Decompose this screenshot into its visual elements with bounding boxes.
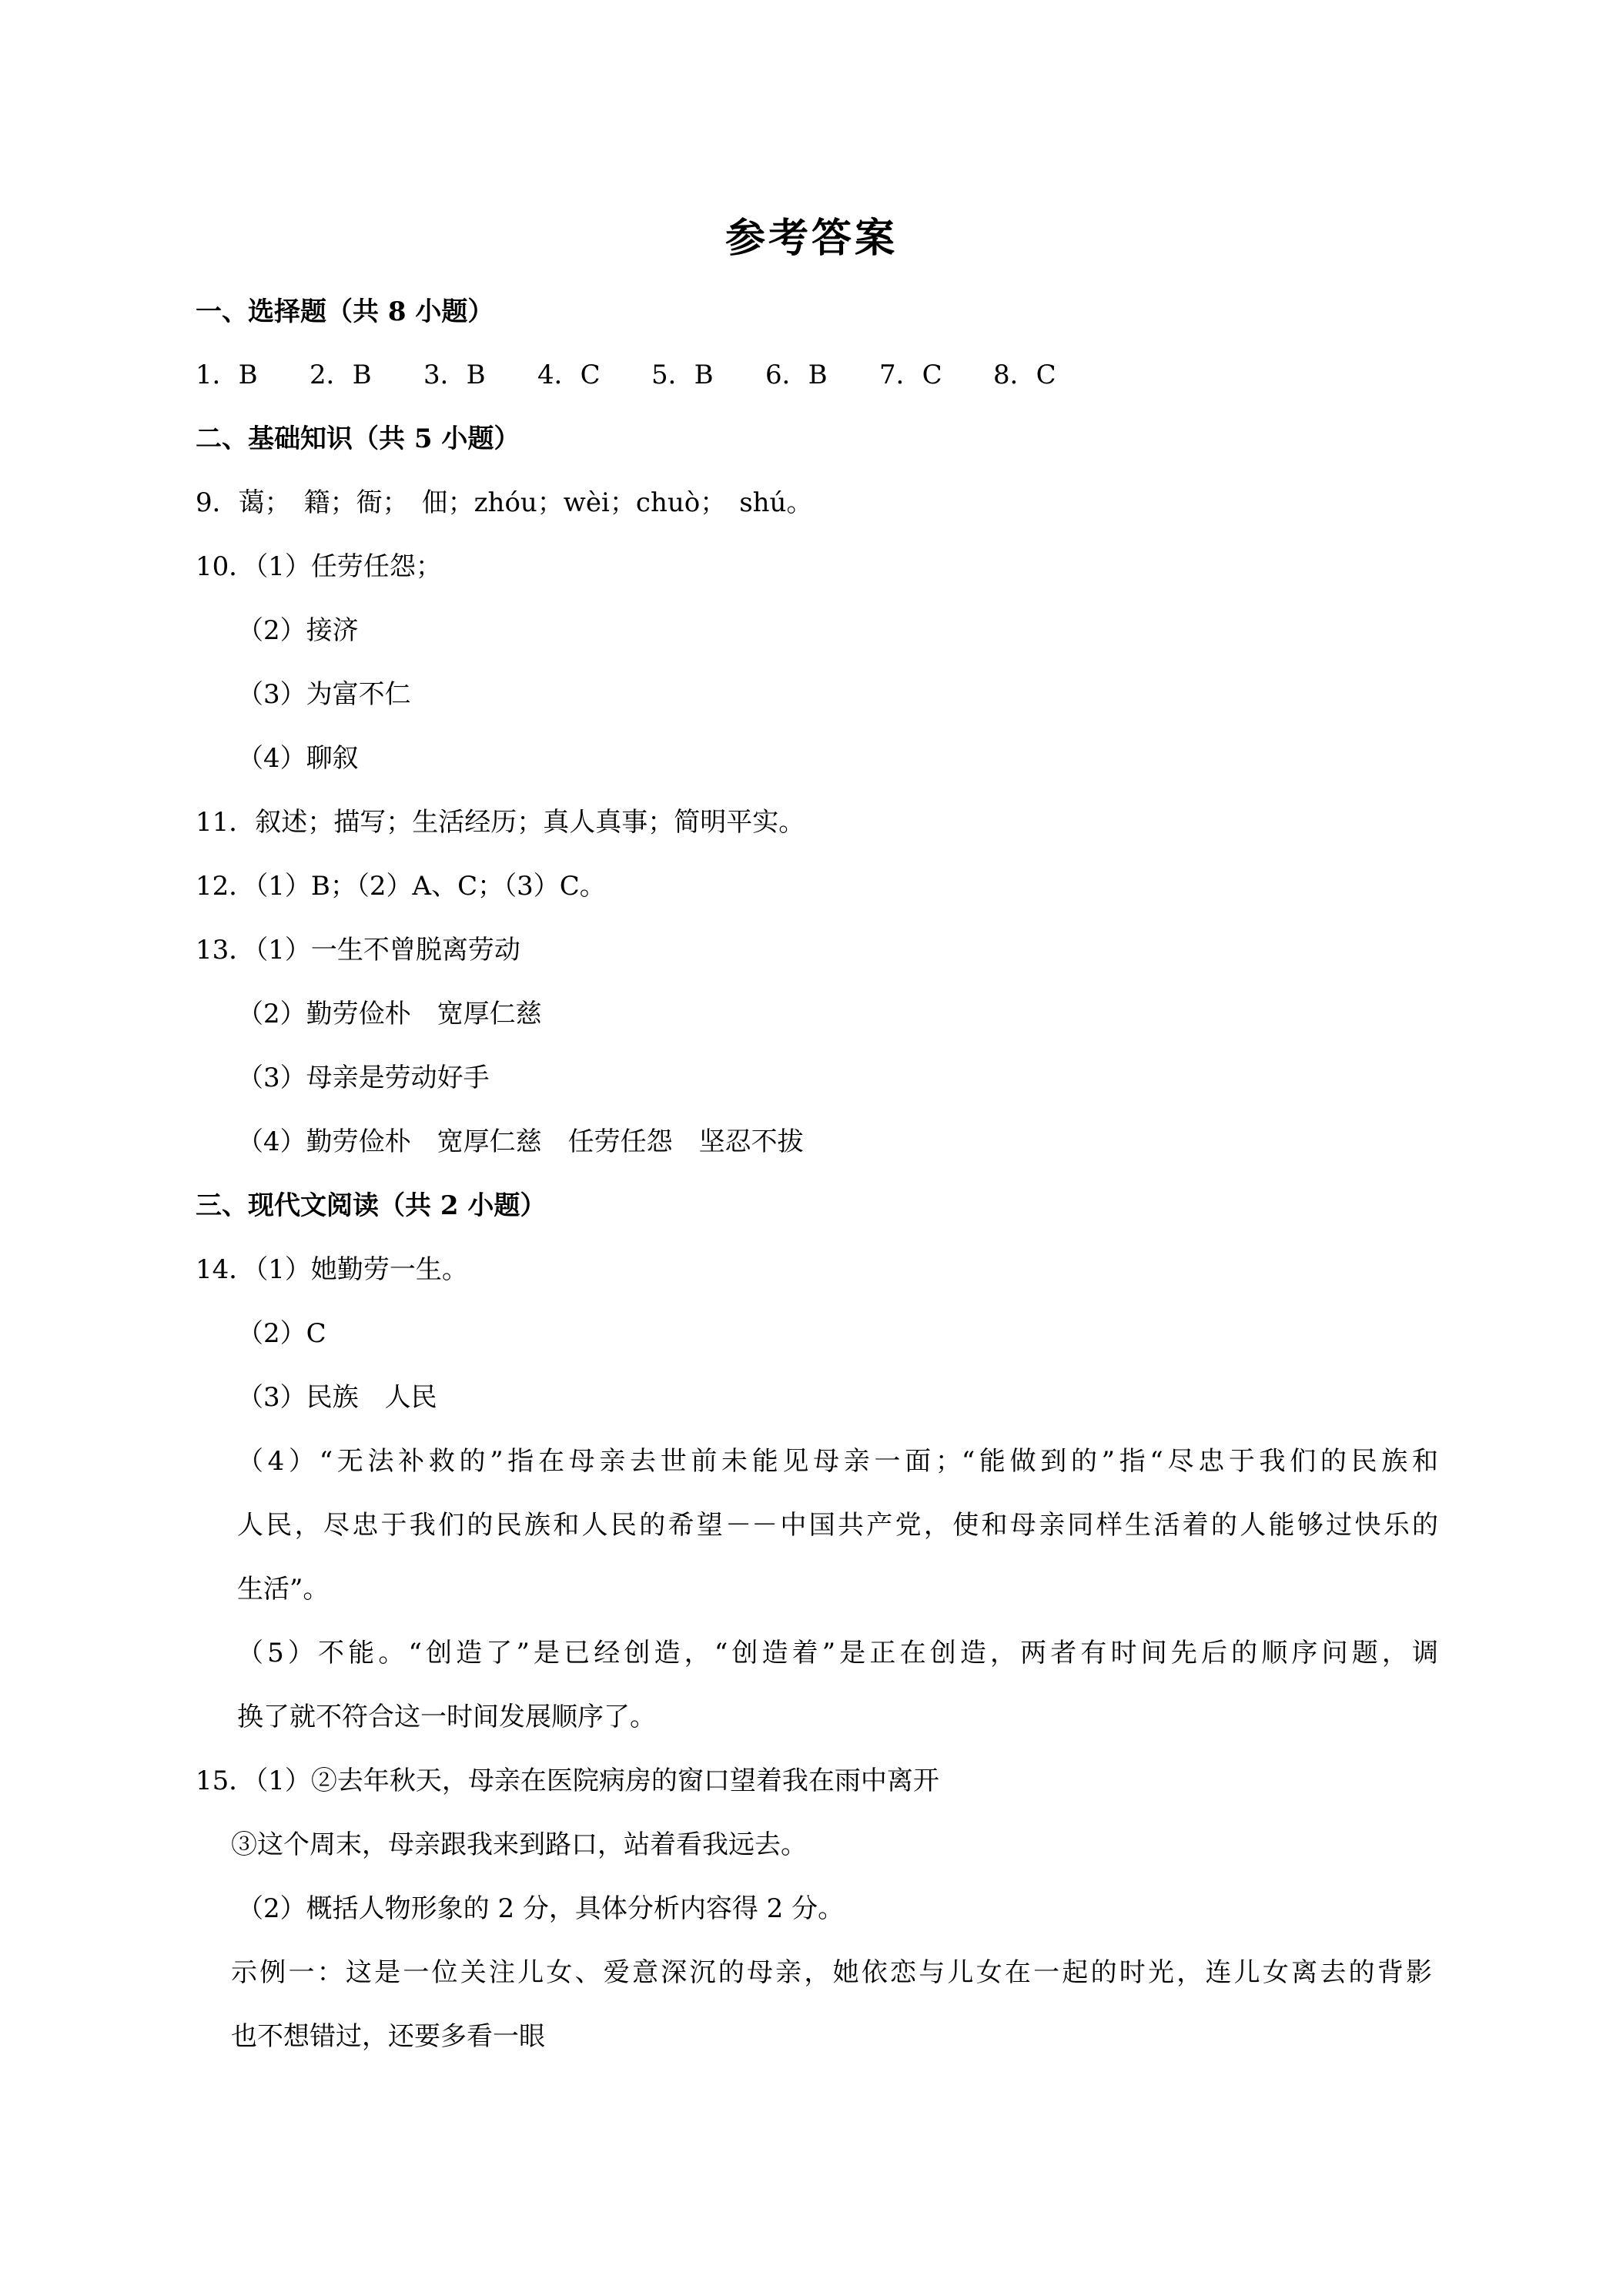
answer-q10-2: （2）接济 [237,615,359,646]
answer-q10-1: 10．（1）任劳任怨； [196,551,442,582]
answer-q10-4: （4）聊叙 [237,743,359,774]
choice-answer-7: 7．C [879,360,942,390]
answer-q14-3: （3）民族 人民 [237,1382,437,1413]
answer-q10-3: （3）为富不仁 [237,679,411,710]
choice-answer-8: 8．C [993,360,1056,390]
answer-q14-2: （2）C [237,1318,326,1349]
answer-q14-5-line1: （5）不能。“创造了”是已经创造，“创造着”是正在创造，两者有时间先后的顺序问题，调 [237,1638,1439,1668]
choice-answer-4: 4．C [537,360,601,390]
answer-q13-2: （2）勤劳俭朴 宽厚仁慈 [237,999,542,1029]
answer-q14-4-line1: （4）“无法补救的”指在母亲去世前未能见母亲一面；“能做到的”指“尽忠于我们的民族和 [237,1446,1438,1477]
answer-q15-2: （2）概括人物形象的 2 分，具体分析内容得 2 分。 [237,1893,845,1924]
choice-answers-row [196,356,1107,394]
section-heading-reading: 三、现代文阅读（共 2 小题） [196,1190,547,1221]
answer-q14-1: 14．（1）她勤劳一生。 [196,1254,468,1285]
answer-q12: 12．（1）B；（2）A、C；（3）C。 [196,871,606,902]
answer-q14-4-line3: 生活”。 [237,1574,330,1605]
choice-answer-5: 5．B [651,360,714,390]
answer-q14-4-line2: 人民，尽忠于我们的民族和人民的希望－－中国共产党，使和母亲同样生活着的人能够过快乐的 [237,1510,1438,1541]
section-heading-choice: 一、选择题（共 8 小题） [196,296,494,327]
answer-q14-5-line2: 换了就不符合这一时间发展顺序了。 [237,1702,656,1732]
choice-answer-2: 2．B [310,360,372,390]
choice-answer-3: 3．B [423,360,486,390]
answer-q15-1-line2: ③这个周末，母亲跟我来到路口，站着看我远去。 [231,1829,807,1860]
answer-q15-example-line2: 也不想错过，还要多看一眼 [231,2021,545,2052]
answer-q15-1-line1: 15．（1）②去年秋天，母亲在医院病房的窗口望着我在雨中离开 [196,1766,939,1796]
answer-q15-example-line1: 示例一：这是一位关注儿女、爱意深沉的母亲，她依恋与儿女在一起的时光，连儿女离去的背影 [231,1957,1432,1988]
answer-q13-4: （4）勤劳俭朴 宽厚仁慈 任劳任怨 坚忍不拔 [237,1126,804,1157]
answer-q13-1: 13．（1）一生不曾脱离劳动 [196,935,520,966]
answer-q11: 11．叙述；描写；生活经历；真人真事；简明平实。 [196,807,805,838]
choice-answer-6: 6．B [765,360,828,390]
section-heading-basic: 二、基础知识（共 5 小题） [196,423,520,454]
answer-q9: 9．蔼； 籍；衙； 佃；zhóu；wèi；chuò； shú。 [196,487,813,518]
choice-answer-1: 1．B [196,360,258,390]
page-title: 参考答案 [724,215,898,262]
answer-q13-3: （3）母亲是劳动好手 [237,1063,490,1093]
